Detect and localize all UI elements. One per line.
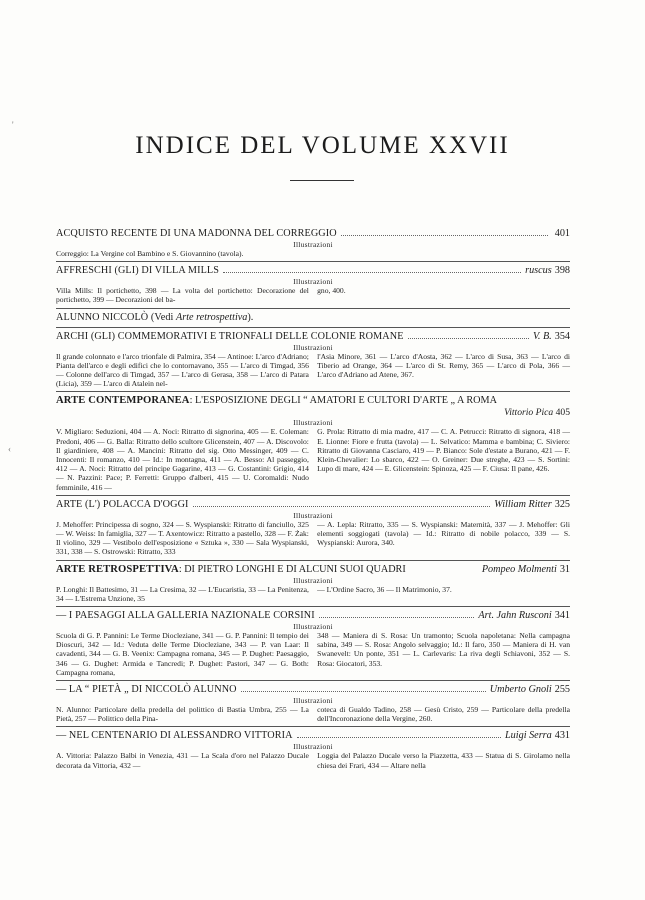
entry-title: ARCHI (GLI) COMMEMORATIVI E TRIONFALI DELLE COLONIE ROMANE — [56, 330, 404, 342]
illustrations-col-left: Il grande colonnato e l'arco trionfale di Palmira, 354 — Antinoe: L'arco d'Adriano; Pianta dell'arco e degli edifici che lo contornavano, 355 — L'arco di Timgad, 356 — Colonne dell'arco di Timgad, 357 — L'arco di Gerasa, 358 — L'arco di Patara (Licia), 359 — L'arco di Atalein nel- — [56, 351, 309, 389]
entry-divider — [56, 261, 570, 262]
entry-divider — [56, 391, 570, 392]
illustrations-col-right: — L'Ordine Sacro, 36 — Il Matrimonio, 37. — [317, 584, 452, 594]
entry-author: ruscus — [525, 265, 552, 277]
illustrations-col-right: Loggia del Palazzo Ducale verso la Piazzetta, 433 — Statua di S. Girolamo nella chiesa dei Frari, 434 — Altare nella — [317, 751, 570, 770]
index-entry-villa-mills — [56, 265, 570, 304]
dot-leader — [408, 338, 529, 339]
index-entry-alunno — [56, 312, 570, 324]
entry-page: 354 — [554, 330, 570, 342]
entry-divider — [56, 495, 570, 496]
illustrations-col-left: Scuola di G. P. Pannini: Le Terme Diocleziane, 341 — G. P. Pannini: Il tempio dei Dioscuri, 342 — Id.: Veduta delle Terme Diocleziane, 343 — P. van Laar: Il cavadenti, 344 — G. B. Veenix: Campagna romana, 345 — P. Dughet: Paesaggio, 346 — G. Dughet: Armida e Tancredi; P. Dughet: Pastori, 347 — G. Both: Campagna romana, — [56, 631, 309, 677]
entry-page: 31 — [559, 563, 570, 575]
illustrations-col-right: l'Asia Minore, 361 — L'arco d'Aosta, 362 — L'arco di Susa, 363 — L'arco di Tiberio ad Orange, 364 — L'arco di St. Remy, 365 — L'arco di Pola, 366 — L'arco d'Adriano ad Atene, 367. — [317, 351, 570, 380]
entry-divider — [56, 606, 570, 607]
entry-author: William Ritter — [494, 498, 552, 510]
index-entry-vittoria — [56, 730, 570, 769]
entry-title: — LA “ PIETÀ „ DI NICCOLÒ ALUNNO — [56, 684, 237, 696]
index-entry-arte-polacca — [56, 499, 570, 557]
entry-author: Vittorio Pica — [504, 407, 554, 419]
margin-mark-middle: ‹ — [8, 444, 11, 454]
index-entry-paesaggi-corsini — [56, 610, 570, 677]
illustrations-col-left: N. Alunno: Particolare della predella del polittico di Bastia Umbra, 255 — La Pietà, 257 — Polittico della Pina- — [56, 705, 309, 724]
illustrations-heading: Illustrazioni — [293, 240, 333, 249]
entry-page: 255 — [554, 684, 570, 696]
index-entry-correggio — [56, 228, 570, 258]
illustrations-heading: Illustrazioni — [293, 510, 333, 520]
entry-title: ALUNNO NICCOLÒ (Vedi — [56, 311, 174, 323]
margin-mark-top: ' — [12, 120, 14, 130]
entry-title: AFFRESCHI (GLI) DI VILLA MILLS — [56, 265, 219, 277]
entry-page: 405 — [555, 407, 570, 419]
entry-divider — [56, 680, 570, 681]
illustrations-heading: Illustrazioni — [293, 622, 333, 632]
entry-author: Luigi Serra — [505, 730, 552, 742]
entry-divider — [56, 327, 570, 328]
page-title: INDICE DEL VOLUME XXVII — [135, 132, 510, 159]
illustrations-text: Correggio: La Vergine col Bambino e S. Giovannino (tavola). — [56, 249, 244, 258]
illustrations-heading: Illustrazioni — [293, 575, 333, 585]
entry-author: Umberto Gnoli — [489, 684, 552, 696]
dot-leader — [193, 506, 491, 507]
title-divider — [290, 180, 354, 181]
entry-divider — [56, 560, 570, 561]
entry-divider — [56, 308, 570, 309]
entry-title: — NEL CENTENARIO DI ALESSANDRO VITTORIA — [56, 730, 293, 742]
entry-title-italic: Arte retrospettiva — [176, 311, 248, 323]
dot-leader — [223, 272, 521, 273]
index-entry-archi — [56, 331, 570, 389]
entry-page: 431 — [554, 730, 570, 742]
entry-author: Pompeo Molmenti — [481, 563, 557, 575]
entry-subtitle: : DI PIETRO LONGHI E DI ALCUNI SUOI QUADRI — [178, 563, 406, 575]
dot-leader — [341, 235, 548, 236]
illustrations-heading: Illustrazioni — [293, 418, 333, 428]
entry-title-end: ). — [247, 311, 254, 323]
entry-author: Art. Jahn Rusconi — [478, 610, 552, 622]
illustrations-col-right: G. Prola: Ritratto di mia madre, 417 — C. A. Petrucci: Ritratto di signora, 418 — E. Lionne: Fiore e frutta (tavola) — L. Selvatico: Mamma e bambina; C. Siviero: Ritratto di Giovanna Casciaro, 419 — P. Bianco: Sole d'estate a Burano, 421 — F. Klein-Chevalier: Lo sbarco, 422 — O. Greiner: Due streghe, 423 — S. Sortini: Lupo di mare, 424 — E. Glicenstein: Spinoza, 425 — F. Ciusa: Il pane, 426. — [317, 427, 570, 474]
index-list — [56, 228, 570, 773]
illustrations-col-left: P. Longhi: Il Battesimo, 31 — La Cresima, 32 — L'Eucaristia, 33 — La Penitenza, 34 — L'Estrema Unzione, 35 — [56, 584, 309, 603]
dot-leader — [319, 617, 475, 618]
dot-leader — [297, 737, 501, 738]
dot-leader — [241, 691, 486, 692]
illustrations-col-right: — A. Lepla: Ritratto, 335 — S. Wyspianski: Maternità, 337 — J. Mehoffer: Gli elementi soggiogati (tavola) — Id.: Ritratto di nobile polacco, 339 — S. Wyspianski: Aurora, 340. — [317, 519, 570, 548]
illustrations-heading: Illustrazioni — [293, 742, 333, 752]
entry-page: 398 — [554, 265, 570, 277]
entry-title: ACQUISTO RECENTE DI UNA MADONNA DEL CORREGGIO — [56, 228, 337, 239]
index-entry-pieta-alunno — [56, 684, 570, 723]
entry-author: V. B. — [532, 330, 552, 342]
illustrations-col-left: J. Mehoffer: Principessa di sogno, 324 — S. Wyspianski: Ritratto di fanciullo, 325 — W. Weiss: In famiglia, 327 — T. Axentowicz: Ritratto a pastello, 328 — F. Żak: Il violino, 329 — Vestibolo dell'esposizione « Sztuka », 330 — Sala Wyspianski, 331, 338 — S. Ostrowski: Ritratto, 333 — [56, 519, 309, 557]
index-entry-arte-contemporanea — [56, 395, 570, 491]
illustrations-heading: Illustrazioni — [293, 342, 333, 352]
illustrations-col-left: Villa Mills: Il portichetto, 398 — La volta del portichetto: Decorazione del portichetto, 399 — Decorazioni del ba- — [56, 286, 309, 305]
illustrations-heading: Illustrazioni — [293, 277, 333, 287]
illustrations-col-left: V. Migliaro: Seduzioni, 404 — A. Noci: Ritratto di signorina, 405 — E. Coleman: Predoni, 406 — G. Balla: Ritratto dello scultore Glicenstein, 407 — A. Discovolo: Il giardiniere, 408 — A. Mancini: Ritratto del sig. Otto Messinger, 409 — C. Innocenti: Il romanzo, 410 — Id.: In montagna, 411 — A. Besso: Al passeggio, 412 — A. Noci: Ritratto del principe Gagarine, 413 — G. Costantini: Grigio, 414 — N. Pazzini: Pace; P. Ferretti: Gruppo d'alberi, 415 — U. Coromaldi: Nudo femminile, 416 — — [56, 427, 309, 492]
entry-page: 325 — [554, 498, 570, 510]
entry-title: ARTE RETROSPETTIVA — [56, 563, 179, 575]
illustrations-col-left: A. Vittoria: Palazzo Balbi in Venezia, 431 — La Scala d'oro nel Palazzo Ducale decorata da Vittoria, 432 — — [56, 751, 309, 770]
illustrations-col-right: gno, 400. — [317, 286, 346, 296]
illustrations-col-right: 348 — Maniera di S. Rosa: Un tramonto; Scuola napoletana: Nella campagna sabina, 349 — S. Rosa: Angolo selvaggio; Id.: Il faro, 350 — Maniera di H. van Swanevelt: Un ponte, 351 — L. Carlevaris: La riva degli Schiavoni, 352 — S. Rosa: Giocatori, 353. — [317, 631, 570, 668]
entry-divider — [56, 726, 570, 727]
entry-page: 341 — [554, 610, 570, 622]
entry-title: ARTE CONTEMPORANEA — [56, 395, 190, 407]
entry-title: — I PAESAGGI ALLA GALLERIA NAZIONALE CORSINI — [56, 610, 315, 622]
index-entry-arte-retrospettiva — [56, 564, 570, 603]
entry-title: ARTE (L') POLACCA D'OGGI — [56, 498, 189, 510]
illustrations-col-right: coteca di Gualdo Tadino, 258 — Gesù Cristo, 259 — Particolare della predella dell'Incoronazione della Vergine, 260. — [317, 705, 570, 724]
illustrations-heading: Illustrazioni — [293, 696, 333, 706]
entry-subtitle: : L'ESPOSIZIONE DEGLI “ AMATORI E CULTORI D'ARTE „ A ROMA — [189, 395, 497, 407]
entry-page: 401 — [554, 228, 570, 239]
